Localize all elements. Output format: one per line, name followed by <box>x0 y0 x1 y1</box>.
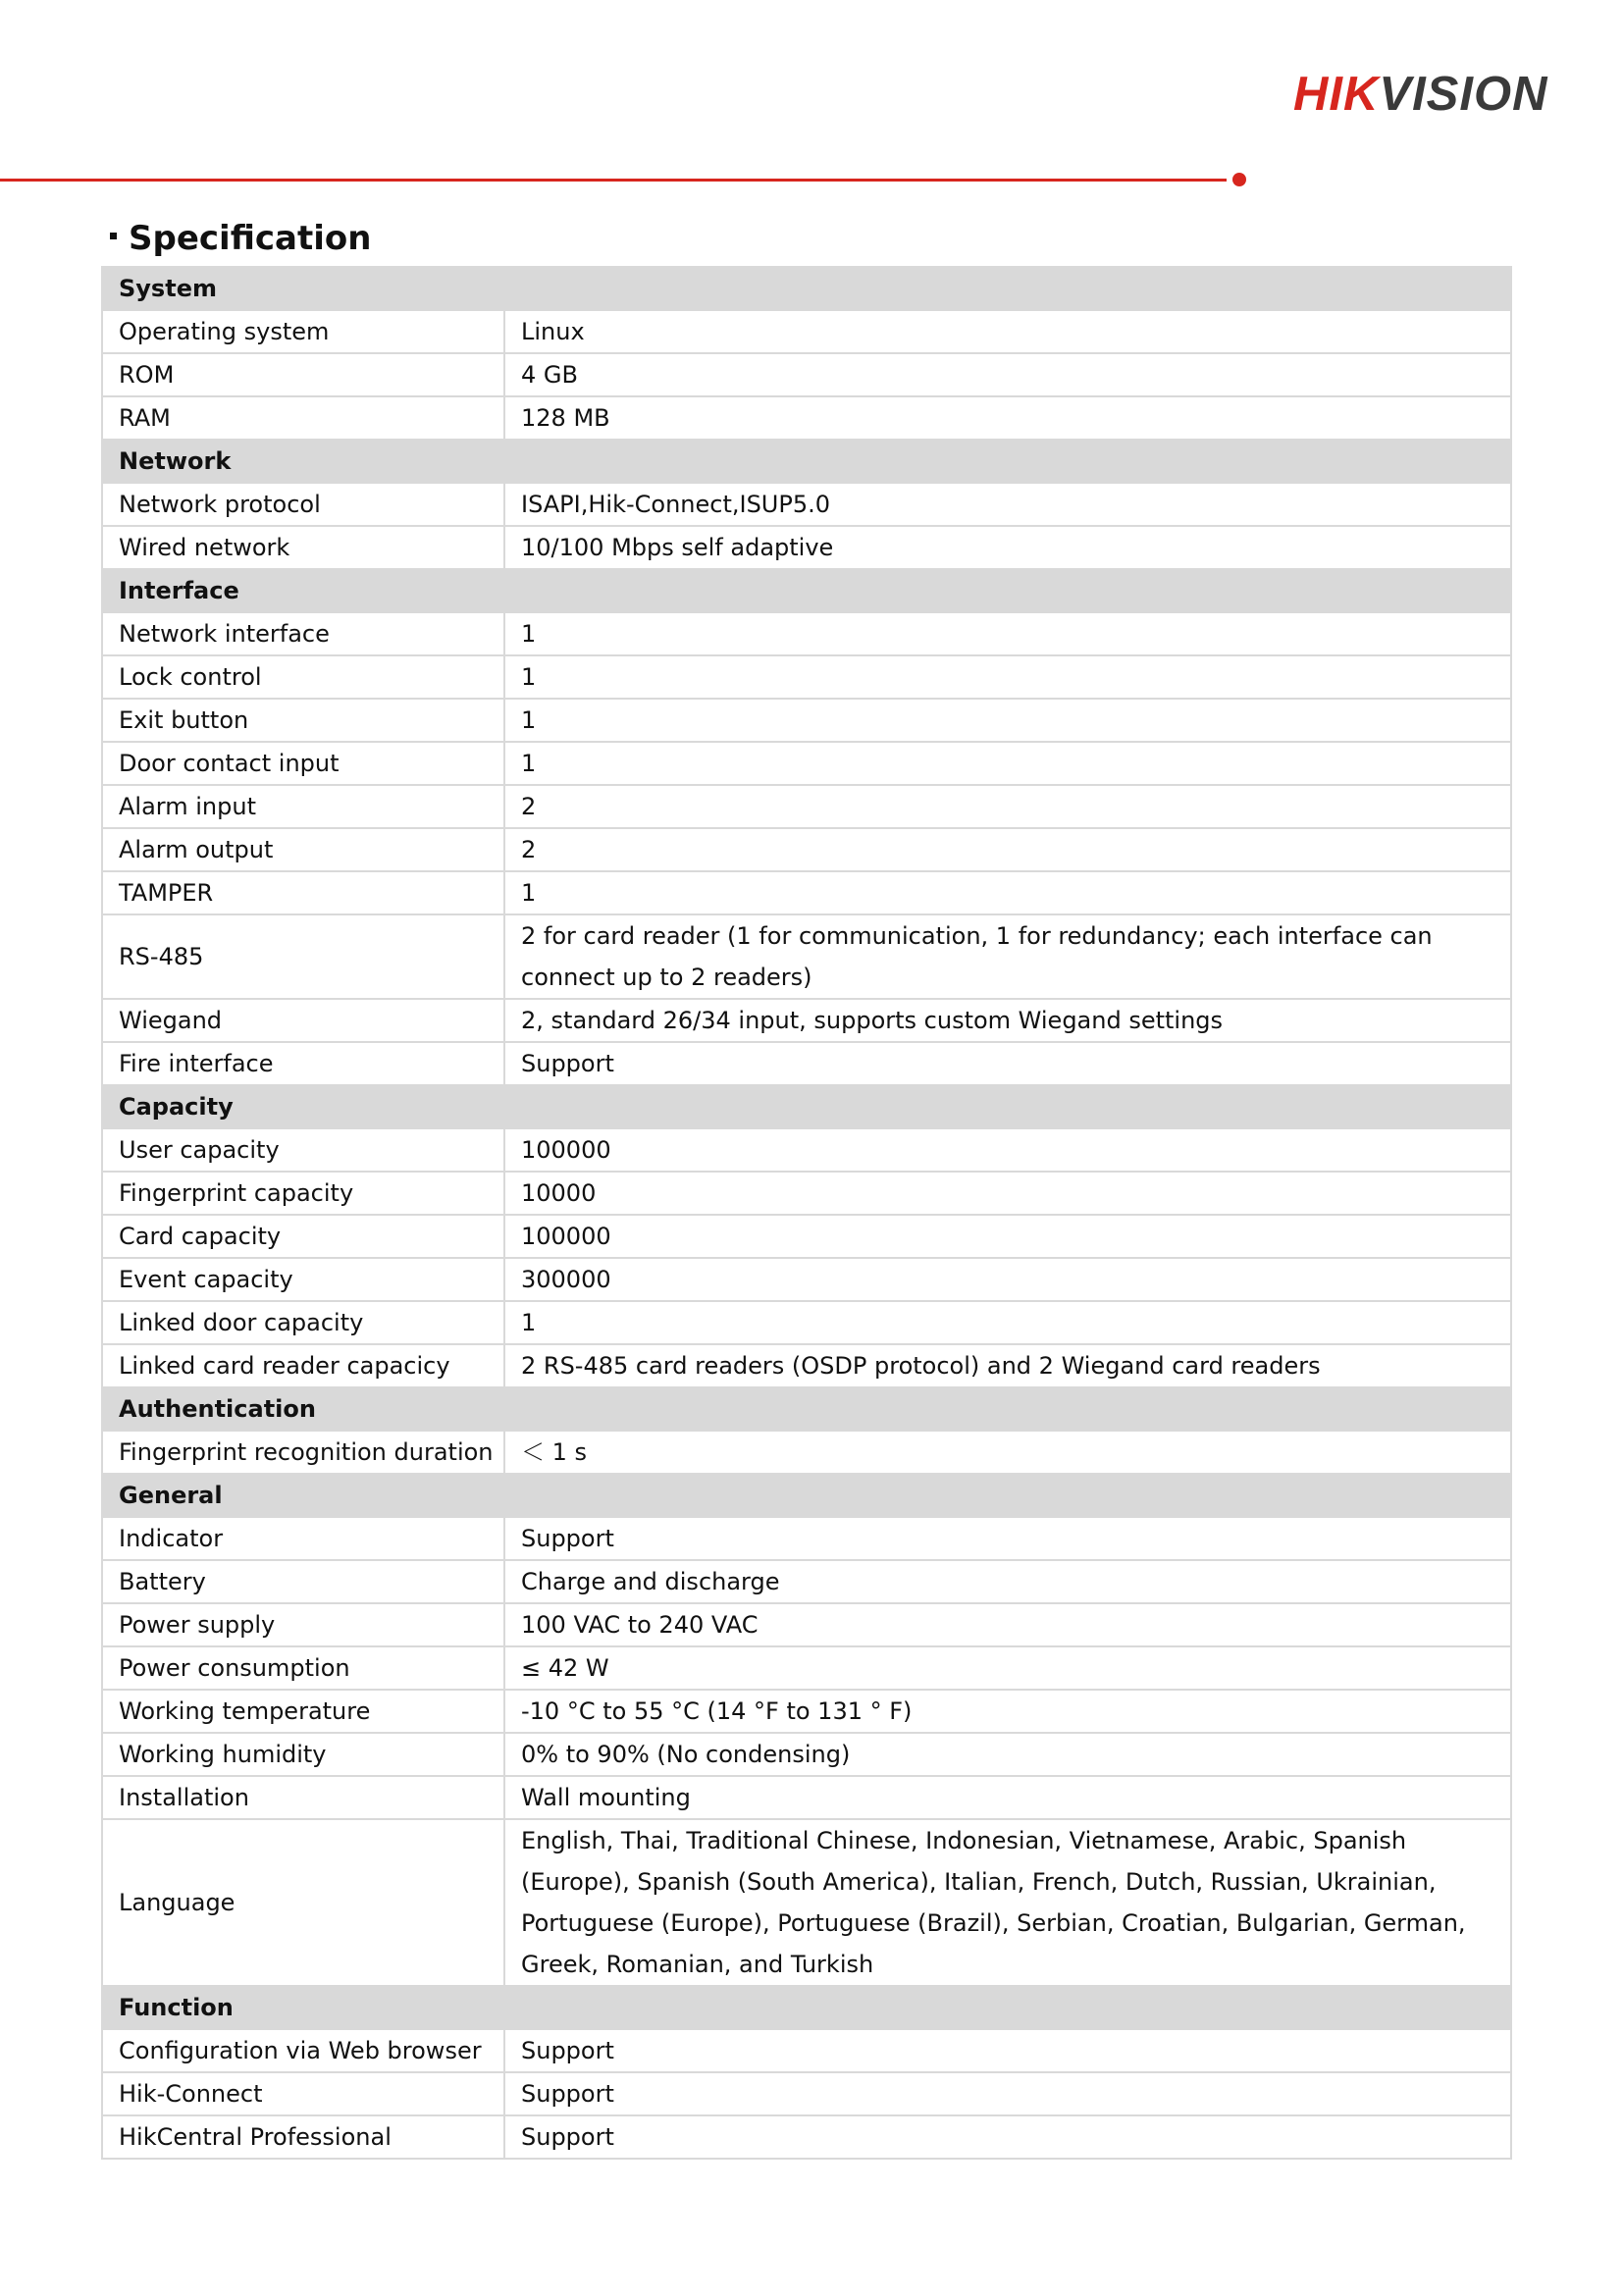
spec-label: Exit button <box>102 699 504 742</box>
spec-row <box>102 2029 1511 2072</box>
spec-label: Installation <box>102 1776 504 1819</box>
spec-row <box>102 1733 1511 1776</box>
spec-value: 2 RS-485 card readers (OSDP protocol) and 2 Wiegand card readers <box>504 1344 1511 1387</box>
spec-label: Hik-Connect <box>102 2072 504 2115</box>
spec-row <box>102 999 1511 1042</box>
spec-value: ≤ 42 W <box>504 1646 1511 1690</box>
logo-hik-text: HIK <box>1293 68 1380 121</box>
spec-row <box>102 1517 1511 1560</box>
spec-label: Power supply <box>102 1603 504 1646</box>
spec-label: Fingerprint recognition duration <box>102 1431 504 1474</box>
spec-value: 300000 <box>504 1258 1511 1301</box>
spec-value: 1 <box>504 699 1511 742</box>
spec-label: Fire interface <box>102 1042 504 1085</box>
spec-row <box>102 785 1511 828</box>
spec-row <box>102 655 1511 699</box>
spec-label: Alarm output <box>102 828 504 871</box>
spec-label: Wiegand <box>102 999 504 1042</box>
spec-row <box>102 2072 1511 2115</box>
spec-value: 10000 <box>504 1172 1511 1215</box>
spec-group-header <box>102 267 1511 310</box>
spec-row <box>102 828 1511 871</box>
spec-value: 1 <box>504 655 1511 699</box>
spec-row <box>102 1042 1511 1085</box>
spec-value: 10/100 Mbps self adaptive <box>504 526 1511 569</box>
spec-group-header <box>102 569 1511 612</box>
spec-label: Language <box>102 1819 504 1986</box>
spec-group-title: Function <box>102 1986 1511 2029</box>
spec-value: 1 <box>504 871 1511 914</box>
hikvision-logo <box>1293 68 1548 121</box>
spec-row <box>102 1431 1511 1474</box>
spec-value: 100000 <box>504 1215 1511 1258</box>
logo-vision-text: VISION <box>1379 68 1548 121</box>
spec-row <box>102 1560 1511 1603</box>
spec-label: Alarm input <box>102 785 504 828</box>
spec-row <box>102 1258 1511 1301</box>
spec-group-title: General <box>102 1474 1511 1517</box>
spec-row <box>102 353 1511 396</box>
spec-row <box>102 1646 1511 1690</box>
spec-label: RS-485 <box>102 914 504 999</box>
spec-row <box>102 1776 1511 1819</box>
spec-value: English, Thai, Traditional Chinese, Indonesian, Vietnamese, Arabic, Spanish (Europe), Spanish (South America), Italian, French, Dutch, Russian, Ukrainian, Portuguese (Europe), Portuguese (Brazil), Serbian, Croatian, Bulgarian, German, Greek, Romanian, and Turkish <box>504 1819 1511 1986</box>
spec-value: Support <box>504 1517 1511 1560</box>
spec-group-title: Capacity <box>102 1085 1511 1128</box>
spec-value: 0% to 90% (No condensing) <box>504 1733 1511 1776</box>
spec-row <box>102 742 1511 785</box>
spec-row <box>102 483 1511 526</box>
spec-row <box>102 310 1511 353</box>
spec-label: ROM <box>102 353 504 396</box>
spec-value: Wall mounting <box>504 1776 1511 1819</box>
header-divider <box>0 179 1227 182</box>
spec-label: Door contact input <box>102 742 504 785</box>
spec-group-title: System <box>102 267 1511 310</box>
spec-label: Network interface <box>102 612 504 655</box>
header-divider-dot <box>1232 173 1246 186</box>
spec-value: Support <box>504 2072 1511 2115</box>
spec-value: ISAPI,Hik-Connect,ISUP5.0 <box>504 483 1511 526</box>
spec-group-header <box>102 1387 1511 1431</box>
spec-label: Card capacity <box>102 1215 504 1258</box>
spec-value: Support <box>504 2029 1511 2072</box>
spec-label: HikCentral Professional <box>102 2115 504 2159</box>
spec-value: 100 VAC to 240 VAC <box>504 1603 1511 1646</box>
spec-group-header <box>102 1986 1511 2029</box>
spec-value: Support <box>504 2115 1511 2159</box>
spec-value: 2 for card reader (1 for communication, 1 for redundancy; each interface can connect up to 2 readers) <box>504 914 1511 999</box>
spec-row <box>102 699 1511 742</box>
spec-value: 4 GB <box>504 353 1511 396</box>
spec-label: Battery <box>102 1560 504 1603</box>
spec-row <box>102 871 1511 914</box>
spec-label: User capacity <box>102 1128 504 1172</box>
spec-label: Fingerprint capacity <box>102 1172 504 1215</box>
spec-value: 1 <box>504 1301 1511 1344</box>
spec-row <box>102 1172 1511 1215</box>
spec-value: Support <box>504 1042 1511 1085</box>
bullet-icon <box>110 233 117 239</box>
spec-value: 1 <box>504 742 1511 785</box>
spec-value: ＜ 1 s <box>504 1431 1511 1474</box>
spec-row <box>102 1819 1511 1986</box>
spec-value: Charge and discharge <box>504 1560 1511 1603</box>
spec-row <box>102 526 1511 569</box>
spec-value: 2, standard 26/34 input, supports custom Wiegand settings <box>504 999 1511 1042</box>
spec-row <box>102 1128 1511 1172</box>
spec-value: 100000 <box>504 1128 1511 1172</box>
spec-value: Linux <box>504 310 1511 353</box>
spec-group-title: Interface <box>102 569 1511 612</box>
spec-label: Network protocol <box>102 483 504 526</box>
spec-label: Wired network <box>102 526 504 569</box>
spec-label: Linked card reader capacicy <box>102 1344 504 1387</box>
spec-label: Power consumption <box>102 1646 504 1690</box>
spec-label: Working humidity <box>102 1733 504 1776</box>
spec-group-header <box>102 440 1511 483</box>
spec-label: Operating system <box>102 310 504 353</box>
spec-label: Indicator <box>102 1517 504 1560</box>
spec-label: Linked door capacity <box>102 1301 504 1344</box>
spec-row <box>102 2115 1511 2159</box>
spec-row <box>102 914 1511 999</box>
spec-label: Lock control <box>102 655 504 699</box>
spec-label: Working temperature <box>102 1690 504 1733</box>
spec-row <box>102 1344 1511 1387</box>
spec-label: Event capacity <box>102 1258 504 1301</box>
spec-value: 128 MB <box>504 396 1511 440</box>
spec-value: 2 <box>504 828 1511 871</box>
spec-group-header <box>102 1474 1511 1517</box>
spec-label: RAM <box>102 396 504 440</box>
spec-value: -10 °C to 55 °C (14 °F to 131 ° F) <box>504 1690 1511 1733</box>
spec-value: 2 <box>504 785 1511 828</box>
spec-row <box>102 612 1511 655</box>
spec-row <box>102 1301 1511 1344</box>
spec-group-title: Network <box>102 440 1511 483</box>
spec-group-header <box>102 1085 1511 1128</box>
spec-group-title: Authentication <box>102 1387 1511 1431</box>
spec-row <box>102 1603 1511 1646</box>
spec-value: 1 <box>504 612 1511 655</box>
spec-label: TAMPER <box>102 871 504 914</box>
spec-row <box>102 1690 1511 1733</box>
spec-row <box>102 1215 1511 1258</box>
specification-table-body <box>102 267 1511 2159</box>
specification-table <box>101 266 1512 2160</box>
section-title-text: Specification <box>129 219 372 258</box>
spec-label: Configuration via Web browser <box>102 2029 504 2072</box>
section-title <box>110 219 372 258</box>
spec-row <box>102 396 1511 440</box>
